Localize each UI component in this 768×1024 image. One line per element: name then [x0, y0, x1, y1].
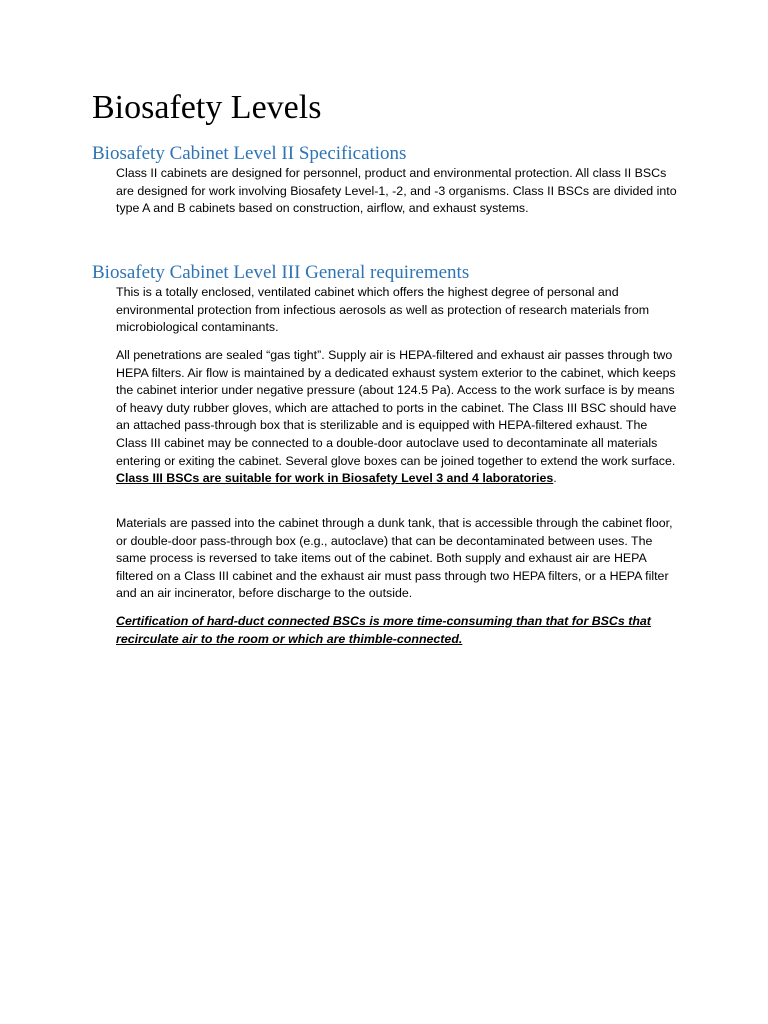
paragraph-level-iii-intro: This is a totally enclosed, ventilated cabinet which offers the highest degree of personal and environmental protection from infectious aerosols as well as protection of research materials from microbiological contaminants. [116, 285, 650, 335]
paragraph-level-ii-intro: Class II cabinets are designed for personnel, product and environmental protection. All class II BSCs are designed for work involving Biosafety Level-1, -2, and -3 organisms. Class II BSCs are divided into type A and B cabinets based on construction, airflow, and exhaust systems. [116, 166, 677, 216]
document-title: Biosafety Levels [92, 89, 322, 126]
paragraph-level-iii-penetrations [116, 347, 678, 488]
paragraph-main-text: All penetrations are sealed “gas tight”. Supply air is HEPA-filtered and exhaust air passes through two HEPA filters. Air flow is maintained by a dedicated exhaust system exterior to the cabinet, which keeps the cabinet interior under negative pressure (about 124.5 Pa). Access to the work surface is by means of heavy duty rubber gloves, which are attached to ports in the cabinet. The Class III BSC should have an attached pass-through box that is sterilizable and is equipped with HEPA-filtered exhaust. The Class III cabinet may be connected to a double-door autoclave used to decontaminate all materials entering or exiting the cabinet. Several glove boxes can be joined together to extend the work surface. [116, 348, 677, 468]
paragraph-end: . [553, 471, 557, 486]
section-heading-level-ii: Biosafety Cabinet Level II Specifications [92, 143, 407, 164]
emphasis-suitability: Class III BSCs are suitable for work in Biosafety Level 3 and 4 laboratories [116, 471, 554, 486]
section-heading-level-iii: Biosafety Cabinet Level III General requirements [92, 262, 470, 283]
certification-note: Certification of hard-duct connected BSCs is more time-consuming than that for BSCs that recirculate air to the room or which are thimble-connected. [116, 614, 651, 646]
paragraph-level-iii-materials: Materials are passed into the cabinet through a dunk tank, that is accessible through the cabinet floor, or double-door pass-through box (e.g., autoclave) that can be decontaminated between uses. The same process is reversed to take items out of the cabinet. Both supply and exhaust air are HEPA filtered on a Class III cabinet and the exhaust air must pass through two HEPA filters, or a HEPA filter and an air incinerator, before discharge to the outside. [116, 516, 673, 601]
